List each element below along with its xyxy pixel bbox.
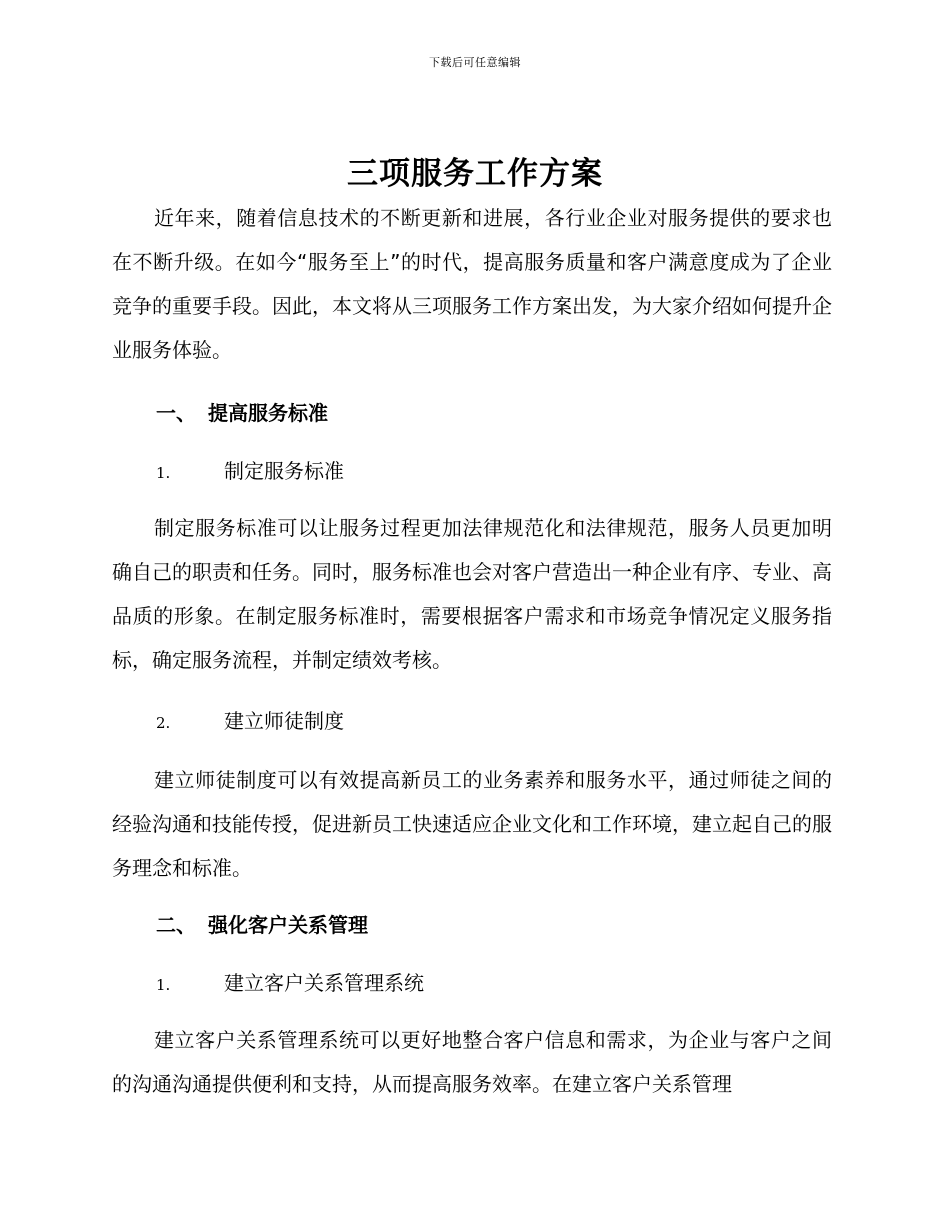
section-heading-2: [156, 910, 368, 940]
section-title: 强化客户关系管理: [208, 913, 368, 937]
item-number: 2.: [156, 714, 171, 732]
header-note: 下载后可任意编辑: [429, 56, 521, 69]
subheading-1-2: [156, 706, 344, 738]
paragraph-2-1: 建立客户关系管理系统可以更好地整合客户信息和需求，为企业与客户之间的沟通沟通提供便利和支持，从而提高服务效率。在建立客户关系管理: [112, 1028, 832, 1096]
section-heading-1: [156, 398, 328, 428]
item-title: 制定服务标准: [224, 459, 344, 483]
item-number: 1.: [156, 464, 171, 482]
section-number: 一、: [156, 401, 196, 425]
subheading-1-1: [156, 456, 344, 488]
section-number: 二、: [156, 913, 196, 937]
item-number: 1.: [156, 976, 171, 994]
intro-paragraph: 近年来，随着信息技术的不断更新和进展，各行业企业对服务提供的要求也在不断升级。在如今“服务至上”的时代，提高服务质量和客户满意度成为了企业竞争的重要手段。因此，本文将从三项服务工作方案出发，为大家介绍如何提升企业服务体验。: [112, 206, 832, 362]
section-title: 提高服务标准: [208, 401, 328, 425]
document-title: 三项服务工作方案: [347, 156, 603, 192]
item-title: 建立客户关系管理系统: [224, 971, 424, 995]
paragraph-1-1: 制定服务标准可以让服务过程更加法律规范化和法律规范，服务人员更加明确自己的职责和任务。同时，服务标准也会对客户营造出一种企业有序、专业、高品质的形象。在制定服务标准时，需要根据客户需求和市场竞争情况定义服务指标，确定服务流程，并制定绩效考核。: [112, 516, 832, 672]
item-title: 建立师徒制度: [224, 709, 344, 733]
paragraph-1-2: 建立师徒制度可以有效提高新员工的业务素养和服务水平，通过师徒之间的经验沟通和技能传授，促进新员工快速适应企业文化和工作环境，建立起自己的服务理念和标准。: [112, 768, 832, 880]
subheading-2-1: [156, 968, 424, 1000]
